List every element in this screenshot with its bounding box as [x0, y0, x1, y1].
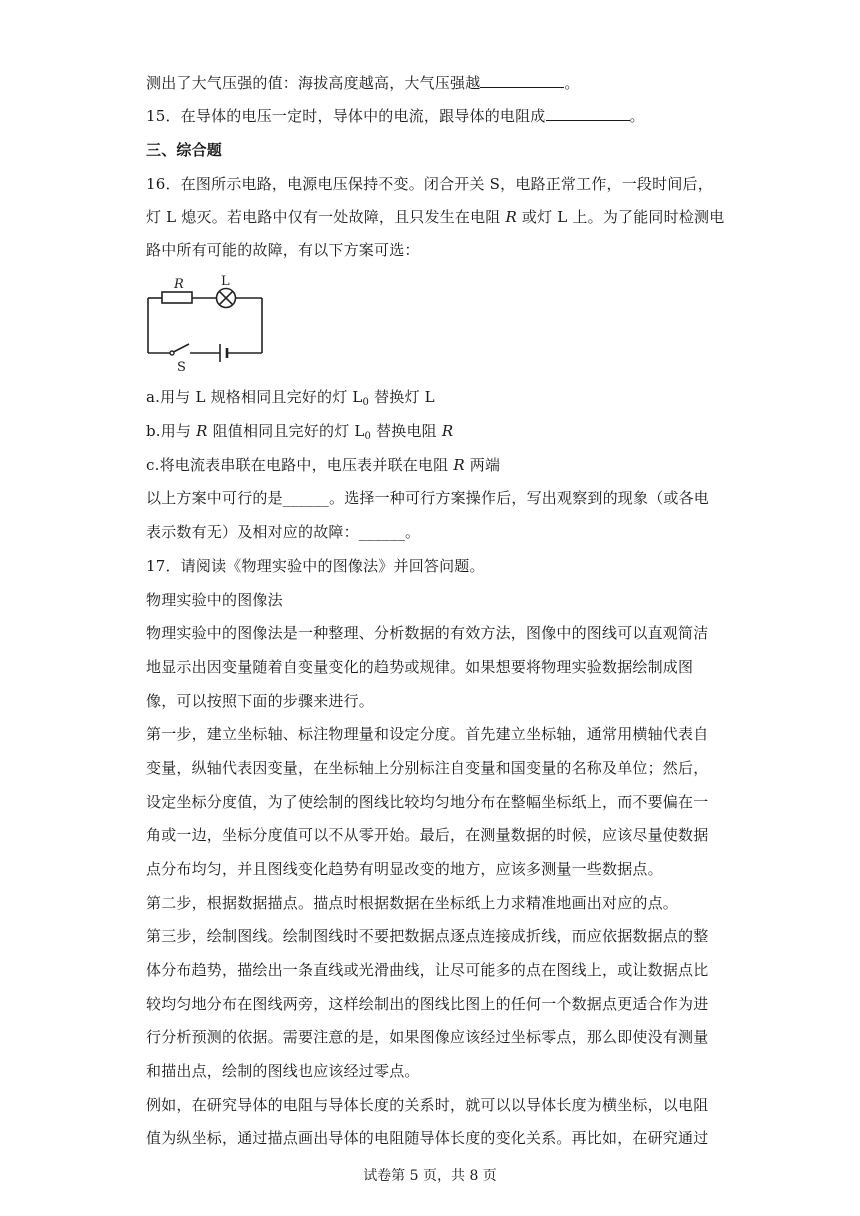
option-b	[146, 421, 726, 447]
resistor-symbol: R	[505, 208, 517, 226]
page-footer: 试卷第 5 页，共 8 页	[363, 1168, 497, 1184]
text-fragment: b.用与	[146, 422, 197, 440]
option-a	[146, 387, 726, 413]
question-16-line: 路中所有可能的故障，有以下方案可选：	[146, 241, 420, 259]
question-15	[146, 106, 726, 126]
text-fragment: 。	[564, 74, 580, 92]
article-line: 第三步，绘制图线。绘制图线时不要把数据点逐点连接成折线，而应依据数据点的整	[146, 927, 709, 945]
question-16-answer-line: 表示数有无）及相对应的故障：______。	[146, 523, 421, 541]
label-S: S	[177, 360, 186, 374]
text-fragment: 替换电阻	[371, 422, 442, 440]
text-line	[146, 73, 726, 93]
text-fragment: 替换灯 L	[369, 388, 435, 406]
article-line: 和描出点，绘制的图线也应该经过零点。	[146, 1062, 420, 1080]
answer-blank[interactable]	[546, 106, 630, 121]
answer-blank[interactable]	[480, 73, 564, 88]
article-line: 物理实验中的图像法是一种整理、分析数据的有效方法，图像中的图线可以直观简洁	[146, 624, 709, 642]
text-fragment: 或灯 L 上。为了能同时检测电	[516, 208, 725, 226]
subscript: 0	[362, 397, 370, 408]
article-line: 像，可以按照下面的步骤来进行。	[146, 692, 375, 710]
article-line: 点分布均匀，并且图线变化趋势有明显改变的地方，应该多测量一些数据点。	[146, 860, 663, 878]
switch-lever	[174, 344, 190, 352]
resistor-symbol: R	[196, 422, 208, 440]
article-title: 物理实验中的图像法	[146, 591, 283, 609]
article-line: 第二步，根据数据描点。描点时根据数据在坐标纸上力求精准地画出对应的点。	[146, 894, 679, 912]
article-line: 角或一边，坐标分度值可以不从零开始。最后，在测量数据的时候，应该尽量使数据	[146, 826, 709, 844]
text-fragment: 阻值相同且完好的灯 L	[207, 422, 365, 440]
question-16-line	[146, 207, 726, 227]
article-line: 体分布趋势，描绘出一条直线或光滑曲线，让尽可能多的点在图线上，或让数据点比	[146, 961, 709, 979]
text-fragment: 两端	[464, 456, 501, 474]
section-heading: 三、综合题	[146, 141, 223, 159]
text-fragment: 测出了大气压强的值：海拔高度越高，大气压强越	[146, 74, 481, 92]
label-L: L	[221, 274, 230, 289]
circuit-diagram	[140, 270, 270, 374]
article-line: 地显示出因变量随着自变量变化的趋势或规律。如果想要将物理实验数据绘制成图	[146, 658, 694, 676]
article-line: 例如，在研究导体的电阻与导体长度的关系时，就可以以导体长度为横坐标，以电阻	[146, 1096, 709, 1114]
article-line: 较均匀地分布在图线两旁，这样绘制出的图线比图上的任何一个数据点更适合作为进	[146, 995, 709, 1013]
question-17: 17．请阅读《物理实验中的图像法》并回答问题。	[146, 557, 485, 575]
text-fragment: 灯 L 熄灭。若电路中仅有一处故障，且只发生在电阻	[146, 208, 506, 226]
label-R: R	[174, 277, 184, 292]
option-c	[146, 455, 726, 475]
question-16-line: 16．在图所示电路，电源电压保持不变。闭合开关 S，电路正常工作，一段时间后，	[146, 175, 713, 193]
article-line: 行分析预测的依据。需要注意的是，如果图像应该经过坐标零点，那么即使没有测量	[146, 1028, 709, 1046]
article-line: 值为纵坐标，通过描点画出导体的电阻随导体长度的变化关系。再比如，在研究通过	[146, 1129, 709, 1147]
text-fragment: c.将电流表串联在电路中，电压表并联在电阻	[146, 456, 454, 474]
subscript: 0	[364, 431, 372, 442]
article-line: 变量，纵轴代表因变量，在坐标轴上分别标注自变量和国变量的名称及单位；然后，	[146, 759, 709, 777]
article-line: 设定坐标分度值，为了使绘制的图线比较均匀地分布在整幅坐标纸上，而不要偏在一	[146, 793, 709, 811]
resistor-symbol: R	[453, 456, 465, 474]
resistor	[162, 292, 192, 303]
text-fragment: a.用与 L 规格相同且完好的灯 L	[146, 388, 363, 406]
question-16-answer-line: 以上方案中可行的是______。选择一种可行方案操作后，写出观察到的现象（或各电	[146, 489, 710, 507]
text-fragment: 15．在导体的电压一定时，导体中的电流，跟导体的电阻成	[146, 107, 546, 125]
resistor-symbol: R	[441, 422, 454, 440]
article-line: 第一步，建立坐标轴、标注物理量和设定分度。首先建立坐标轴，通常用横轴代表自	[146, 725, 709, 743]
text-fragment: 。	[629, 107, 645, 125]
